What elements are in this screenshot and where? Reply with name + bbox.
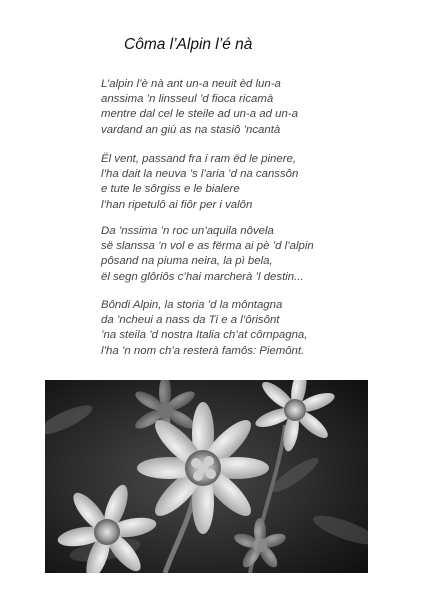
poem-line: l’ha dait la neuva ’s l’aria ’d na canssôn [101, 168, 299, 181]
poem-line: l’han ripetulô ai fiôr per i valôn [101, 198, 253, 211]
stanza-1 [101, 77, 298, 138]
poem-line: Bôndi Alpin, la storia ’d la môntagna [101, 299, 283, 311]
poem-line: e tute le sôrgiss e le bialere [101, 183, 240, 196]
poem-line: ël segn glôriôs c’hai marcherà ’l destin... [101, 270, 304, 283]
stanza-4 [101, 298, 307, 359]
poem-line: ’na steila ’d nostra Italia ch’at côrnpagna, [101, 329, 308, 342]
stanza-3 [101, 224, 314, 285]
poem-title: Côma l’Alpin l’é nà [124, 36, 253, 53]
poem-line: Ël vent, passand fra i ram ëd le pinere, [101, 153, 297, 165]
poem-line: së slanssa ’n vol e as fërma ai pè ’d l’alpin [101, 240, 314, 253]
poem-line: pôsand na piuma neira, la pì bela, [101, 255, 273, 268]
poem-line: l’ha ’n nom ch’a resterà famôs: Piemônt. [101, 344, 305, 357]
stanza-2 [101, 152, 298, 213]
edelweiss-image [45, 380, 368, 573]
poem-line: L’alpin l’è nà ant un-a neuit èd lun-a [101, 78, 281, 90]
poem-line: Da ’nssima ’n roc un’aquila nôvela [101, 225, 274, 237]
poem-line: anssima ’n linsseul ’d fioca ricamà [101, 93, 274, 106]
edelweiss-photo [45, 380, 368, 573]
poem-line: vardand an giù as na stasiô ’ncantà [101, 123, 281, 136]
poem-line: da ’ncheui a nass da Ti e a l’ôrisônt [101, 314, 280, 327]
poem-line: mentre dal cel le steile ad un-a ad un-a [101, 108, 298, 121]
